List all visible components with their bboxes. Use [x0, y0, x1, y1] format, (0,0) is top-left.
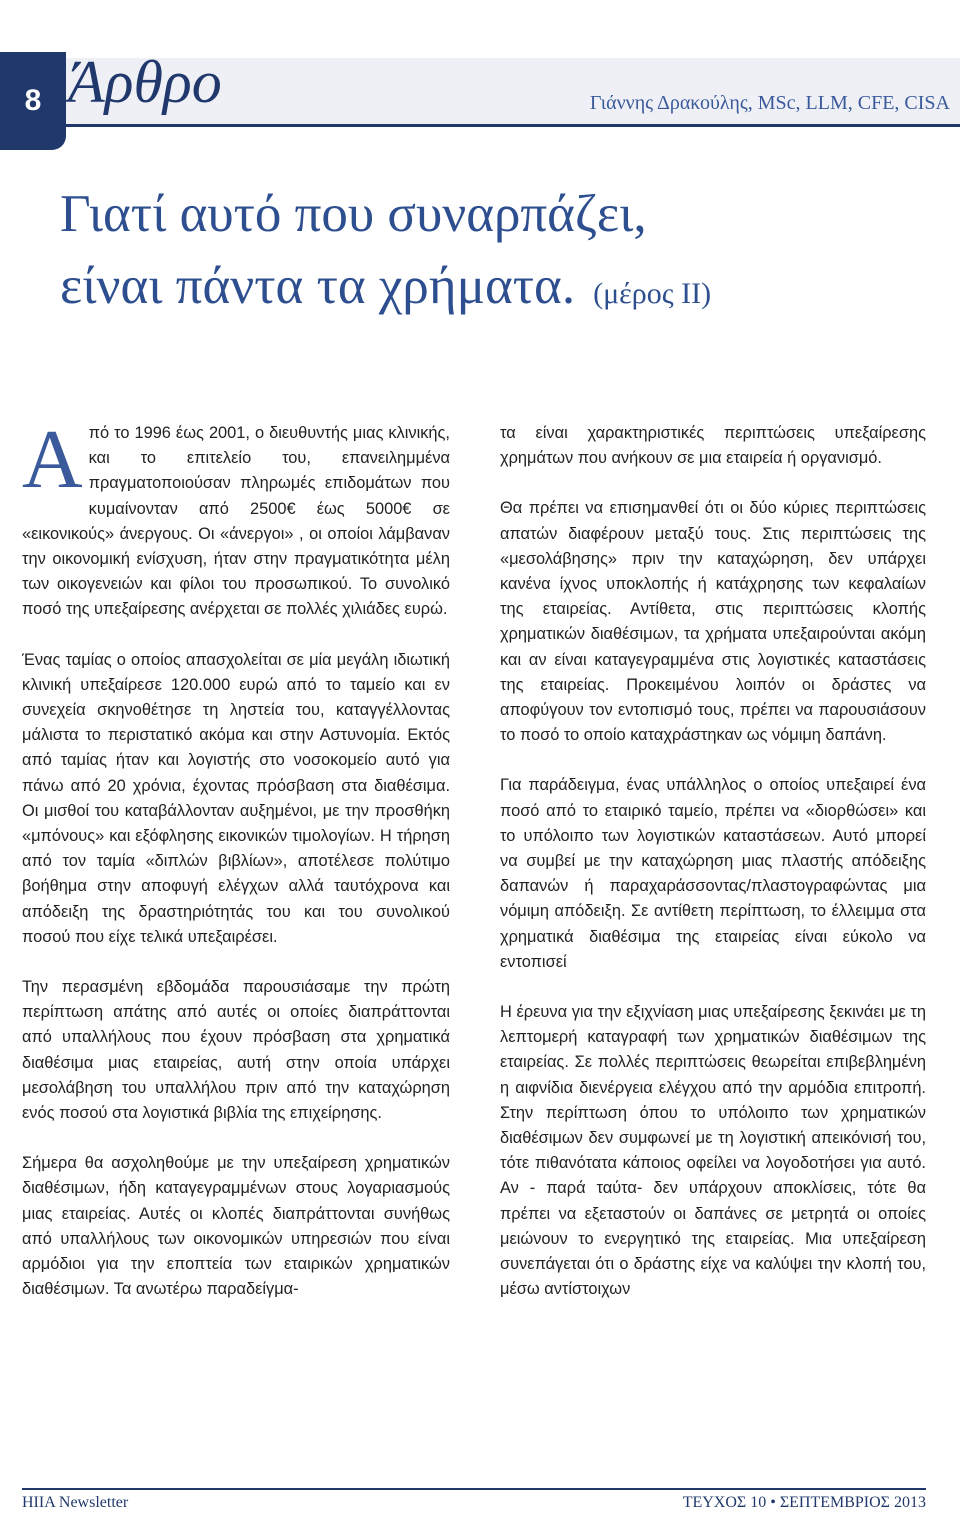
page-number: 8 — [0, 52, 66, 150]
drop-cap: Α — [22, 413, 83, 506]
headline-line-2 — [60, 250, 960, 330]
paragraph: Την περασμένη εβδομάδα παρουσιάσαμε την πρώτη περίπτωση απάτης από αυτές οι οποίες διαπράττονται από υπαλλήλους που έχουν πρόσβαση στα χρηματικά διαθέσιμα μιας εταιρείας, αυτή στην οποία υπάρχει μεσολάβηση του υπαλλήλου πριν από την καταχώρηση ενός ποσού στα λογιστικά βιβλία της επιχείρησης. — [22, 978, 450, 1123]
paragraph: Η έρευνα για την εξιχνίαση μιας υπεξαίρεσης ξεκινάει με τη λεπτομερή καταγραφή των χρηματικών διαθέσιμων της εταιρείας. Σε πολλές περιπτώσεις θεωρείται επιβεβλημένη η αιφνίδια διενέργεια ελέγχου από την αρμόδια επιτροπή. Στην περίπτωση όπου το υπόλοιπο των χρηματικών διαθέσιμων δεν συμφωνεί με τη λογιστική απεικόνισή του, τότε πιθανότατα κάποιος οφείλει να λογοδοτήσει για αυτό. Αν - παρά ταύτα- δεν υπάρχουν αποκλίσεις, τότε θα πρέπει να εξεταστούν οι δαπάνες σε μετρητά οι οποίες μειώνουν το ενεργητικό της εταιρείας. Μια υπεξαίρεση συνεπάγεται ότι ο δράστης είχε να καλύψει την κλοπή του, μέσω αντίστοιχων — [500, 1003, 926, 1299]
right-column — [500, 421, 926, 1328]
headline-line-2-text: είναι πάντα τα χρήματα. — [60, 257, 576, 315]
section-title: Άρθρο — [68, 49, 222, 115]
footer-rule — [22, 1488, 926, 1490]
author-byline: Γιάννης Δρακούλης, MSc, LLM, CFE, CISA — [589, 92, 950, 114]
headline-part-label: (μέρος ΙΙ) — [593, 277, 712, 310]
paragraph: Ένας ταμίας ο οποίος απασχολείται σε μία μεγάλη ιδιωτική κλινική υπεξαίρεσε 120.000 ευρώ από το ταμείο και εν συνεχεία σκηνοθέτησε τη ληστεία του, καταγγέλλοντας μάλιστα το περιστατικό ακόμα και στην Αστυνομία. Εκτός από ταμίας ήταν και λογιστής στο νοσοκομείο αυτό για πάνω από 20 χρόνια, έχοντας πρόσβαση στα διαθέσιμα. Οι μισθοί του καταβάλλονταν αυξημένοι, με την προσθήκη «μπόνους» και εξόφλησης εικονικών τιμολογίων. Η τήρηση από τον ταμία «διπλών βιβλίων», αποτέλεσε πολύτιμο βοήθημα στην αποφυγή ελέγχων αλλά ταυτόχρονα και απόδειξη της δραστηριότητάς του και του συνολικού ποσού που είχε τελικά υπεξαιρέσει. — [22, 650, 450, 946]
newsletter-name: HIIA Newsletter — [22, 1494, 129, 1511]
paragraph: Θα πρέπει να επισημανθεί ότι οι δύο κύριες περιπτώσεις απατών διαφέρουν μεταξύ τους. Στις περιπτώσεις της «μεσολάβησης» πριν την καταχώρηση, δεν υπάρχει κανένα ίχνος υποκλοπής ή κατάχρησης των κεφαλαίων της εταιρείας. Αντίθετα, στις περιπτώσεις κλοπής χρηματικών διαθέσιμων, τα χρήματα υπεξαιρούνται ακόμη και αν είναι καταγεγραμμένα στις λογιστικές καταστάσεις της εταιρείας. Προκειμένου λοιπόν οι δράστες να αποφύγουν τον εντοπισμό τους, πρέπει να παρουσιάσουν το ποσό το οποίο καταχράστηκαν ως νόμιμη δαπάνη. — [500, 499, 926, 745]
paragraph: Για παράδειγμα, ένας υπάλληλος ο οποίος υπεξαιρεί ένα ποσό από το εταιρικό ταμείο, πρέπει να «διορθώσει» και το υπόλοιπο των λογιστικών καταστάσεων. Αυτό μπορεί να συμβεί με την καταχώρηση μιας πλαστής απόδειξης δαπανών ή παραχαράσσοντας/πλαστογραφώντας μια νόμιμη απόδειξη. Σε αντίθετη περίπτωση, το έλλειμμα στα χρηματικά διαθέσιμα της εταιρείας είναι εύκολο να εντοπισεί — [500, 776, 926, 971]
header-rule — [66, 124, 960, 127]
left-column — [22, 413, 450, 1328]
article-headline — [60, 178, 960, 330]
headline-line-1: Γιατί αυτό που συναρπάζει, — [60, 185, 647, 243]
issue-info: ΤΕΥΧΟΣ 10 • ΣΕΠΤΕΜΒΡΙΟΣ 2013 — [682, 1494, 926, 1511]
paragraph — [22, 413, 450, 623]
paragraph: Σήμερα θα ασχοληθούμε με την υπεξαίρεση χρηματικών διαθέσιμων, ήδη καταγεγραμμένων στους λογαριασμούς μιας εταιρείας. Αυτές οι κλοπές διαπράττονται συνήθως από υπαλλήλους των οικονομικών υπηρεσιών που είναι αρμόδιοι για την εποπτεία των εταιρικών χρηματικών διαθέσιμων. Τα ανωτέρω παραδείγμα- — [22, 1154, 450, 1299]
paragraph: τα είναι χαρακτηριστικές περιπτώσεις υπεξαίρεσης χρημάτων που ανήκουν σε μια εταιρεία ή οργανισμό. — [500, 424, 926, 468]
paragraph-text: πό το 1996 έως 2001, ο διευθυντής μιας κλινικής, και το επιτελείο του, επανειλημμένα πραγματοποιούσαν πληρωμές επιδομάτων που κυμαίνονταν από 2500€ έως 5000€ σε «εικονικούς» άνεργους. Οι «άνεργοι» , οι οποίοι λάμβαναν την οικονομική ενίσχυση, ήταν στην πραγματικότητα μέλη των οικογενειών και φίλοι του προσωπικού. Το συνολικό ποσό της υπεξαίρεσης ανέρχεται σε πολλές χιλιάδες ευρώ. — [22, 424, 450, 619]
